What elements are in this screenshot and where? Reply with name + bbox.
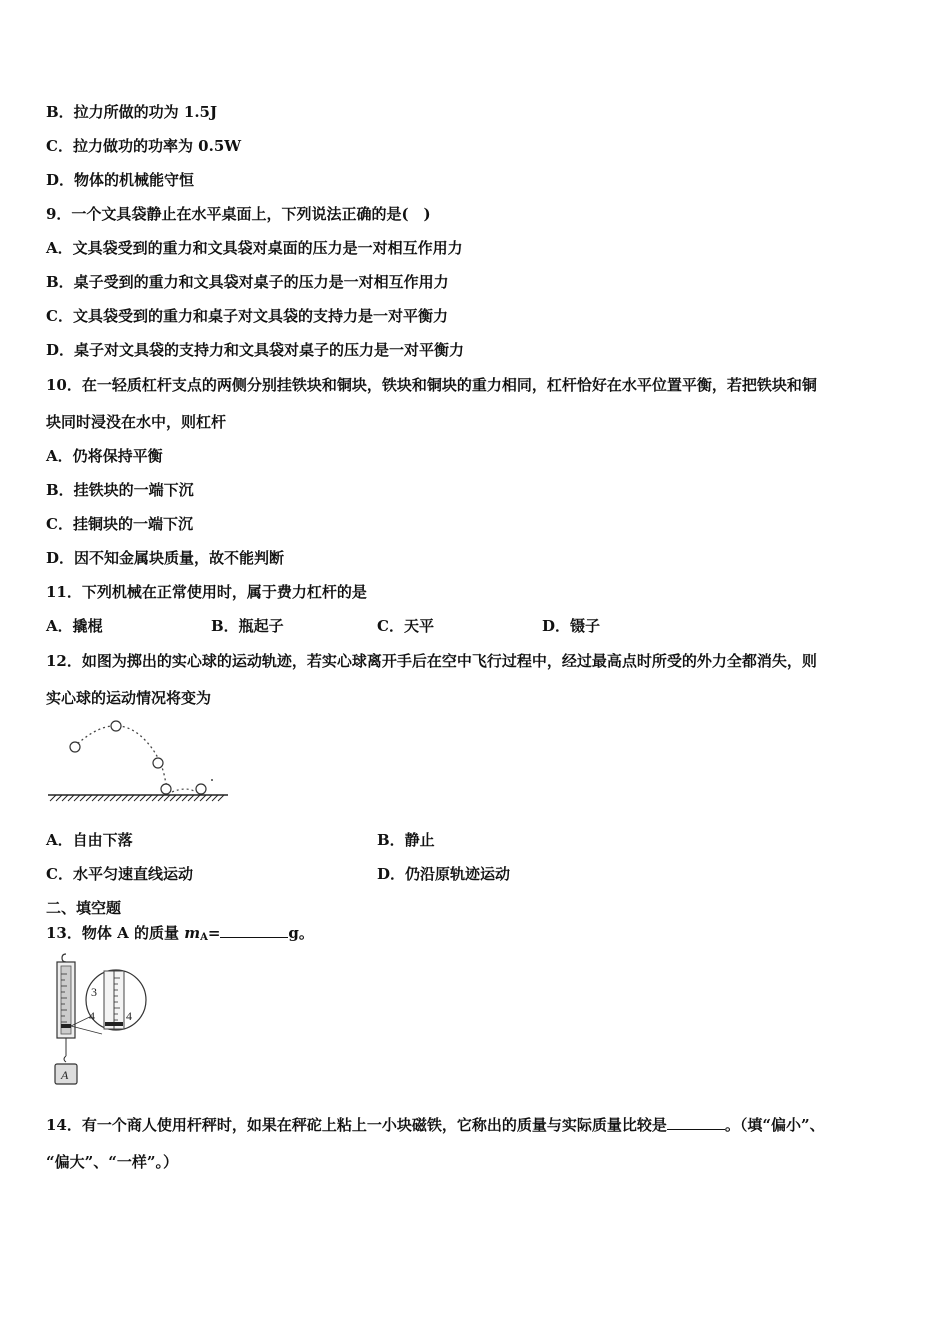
q12-option-a: A．自由下落: [46, 831, 133, 849]
q13-eq: =: [207, 924, 221, 942]
q10-option-a: A．仍将保持平衡: [46, 447, 163, 465]
q11-option-a: A．撬棍: [46, 617, 103, 635]
q14-answer-blank[interactable]: [667, 1115, 725, 1130]
spring-scale-figure: [46, 952, 150, 1088]
block-label: A: [61, 1068, 69, 1082]
q13-stem: [46, 923, 314, 948]
q10-stem-line2: 块同时浸没在水中，则杠杆: [46, 413, 227, 431]
q12-stem-line2: 实心球的运动情况将变为: [46, 689, 212, 707]
ball-trajectory-figure: [44, 714, 236, 806]
q9-option-a: A．文具袋受到的重力和文具袋对桌面的压力是一对相互作用力: [46, 239, 463, 257]
ball-top: [111, 721, 121, 731]
q12-option-b: B．静止: [377, 831, 435, 849]
section-title: 二、填空题: [46, 899, 122, 917]
q12-option-d: D．仍沿原轨迹运动: [377, 865, 511, 883]
q12-option-c: C．水平匀速直线运动: [46, 865, 193, 883]
q10-option-d: D．因不知金属块质量，故不能判断: [46, 549, 285, 567]
q13-suffix: g。: [288, 924, 314, 942]
pointer: [61, 1024, 71, 1028]
mag-label-3: 3: [91, 985, 97, 999]
q14-text-b: 。（填“偏小”、: [724, 1116, 825, 1134]
ball-falling: [153, 758, 163, 768]
q13-answer-blank[interactable]: [220, 923, 288, 938]
q14-stem-line2: “偏大”、“一样”。）: [46, 1153, 179, 1171]
trajectory-curve: [74, 726, 168, 790]
ball-rolling: [196, 784, 206, 794]
ball-start: [70, 742, 80, 752]
q10-option-b: B．挂铁块的一端下沉: [46, 481, 194, 499]
ball-landing: [161, 784, 171, 794]
q13-var: m: [184, 924, 201, 942]
top-hook: [62, 954, 66, 962]
q11-option-b: B．瓶起子: [211, 617, 284, 635]
q11-stem: 11．下列机械在正常使用时，属于费力杠杆的是: [46, 583, 367, 601]
magnified-pointer: [105, 1022, 123, 1026]
q13-prefix: 13．物体 A 的质量: [46, 924, 185, 942]
q10-stem-line1: 10．在一轻质杠杆支点的两侧分别挂铁块和铜块，铁块和铜块的重力相同，杠杆恰好在水平位置平衡，若把铁块和铜: [46, 376, 817, 394]
q8-option-c: C．拉力做功的功率为 0.5W: [46, 137, 242, 155]
q14-stem-line1: [46, 1115, 825, 1135]
mag-label-4-right: 4: [126, 1009, 132, 1023]
q9-option-b: B．桌子受到的重力和文具袋对桌子的压力是一对相互作用力: [46, 273, 449, 291]
q9-stem: 9．一个文具袋静止在水平桌面上，下列说法正确的是( ): [46, 205, 431, 223]
q8-option-d: D．物体的机械能守恒: [46, 171, 195, 189]
q8-option-b: B．拉力所做的功为 1.5J: [46, 103, 218, 121]
q10-option-c: C．挂铜块的一端下沉: [46, 515, 193, 533]
q12-stem-line1: 12．如图为掷出的实心球的运动轨迹，若实心球离开手后在空中飞行过程中，经过最高点时所受的外力全都消失，则: [46, 652, 817, 670]
ground-hatching: [50, 795, 224, 801]
q14-text-a: 14．有一个商人使用杆秤时，如果在秤砣上粘上一小块磁铁，它称出的质量与实际质量比较是: [46, 1116, 667, 1134]
q9-option-d: D．桌子对文具袋的支持力和文具袋对桌子的压力是一对平衡力: [46, 341, 465, 359]
mag-label-4-left: 4: [89, 1009, 95, 1023]
q11-option-d: D．镊子: [542, 617, 601, 635]
q9-option-c: C．文具袋受到的重力和桌子对文具袋的支持力是一对平衡力: [46, 307, 448, 325]
scale-inner: [61, 966, 71, 1034]
q13-sub: A: [200, 932, 208, 943]
q11-option-c: C．天平: [377, 617, 434, 635]
